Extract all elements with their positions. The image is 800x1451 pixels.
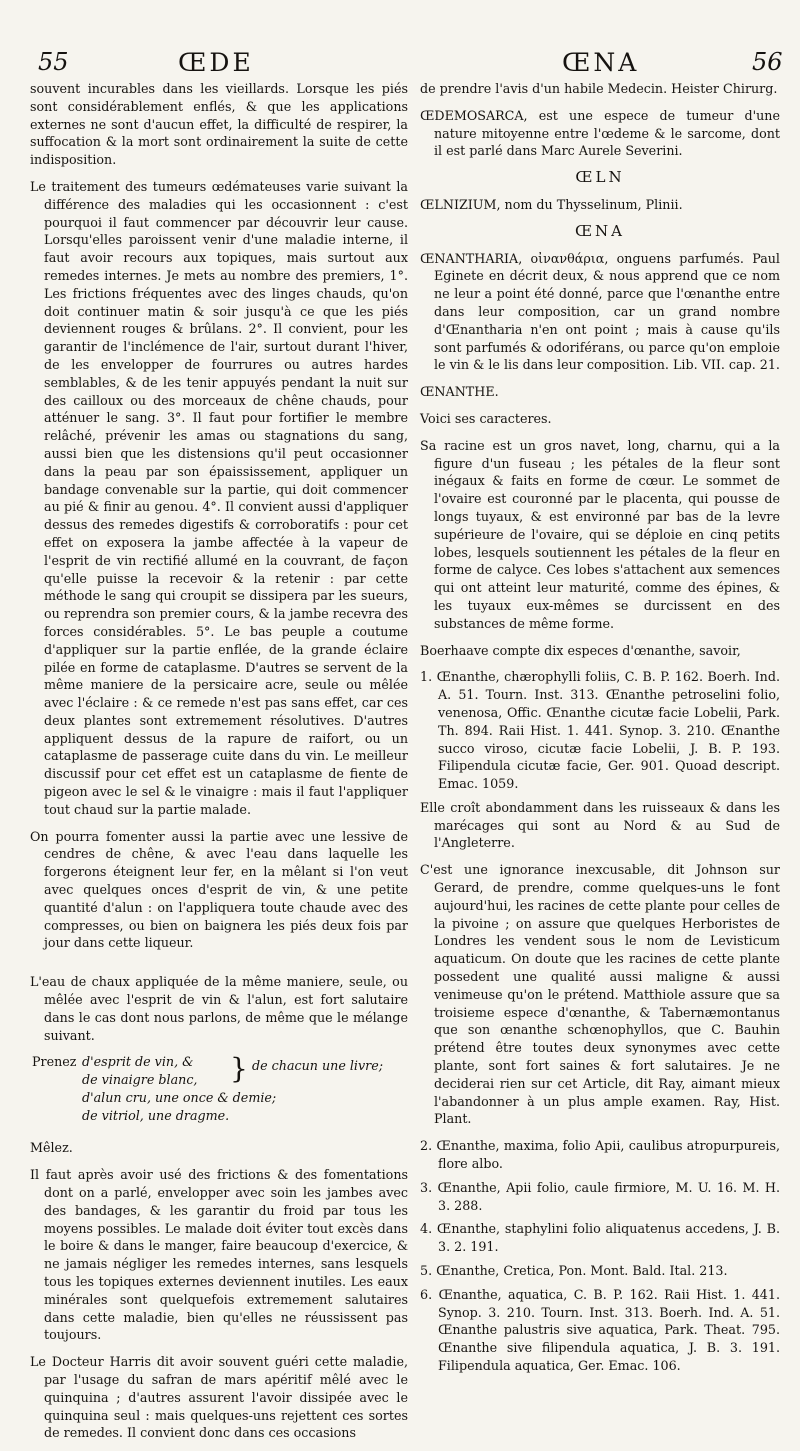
paragraph: Elle croît abondamment dans les ruisseaux & dans les marécages qui sont au Nord & au Sud de l'Angleterre. [420,799,780,851]
recipe-brace: } [230,1052,248,1086]
recipe-each: de chacun une livre; [252,1058,384,1074]
species-item: 1. Œnanthe, chærophylli foliis, C. B. P. 162. Boerh. Ind. A. 51. Tourn. Inst. 313. Œnanthe petroselini folio, venenosa, Offic. Œnanthe cicutæ facie Lobelii, Park. Th. 894. Raii Hist. 1. 441. Synop. 3. 210. Œnanthe succo viroso, cicutæ facie Lobelii, J. B. P. 193. Filipendula cicutæ facie, Ger. 901. Quoad descript. Emac. 1059. [420,669,780,792]
paragraph: Sa racine est un gros navet, long, charnu, qui a la figure d'un fuseau ; les pétales de la fleur sont inégaux & faits en forme de cœur. Le sommet de l'ovaire est couronné par le placenta, qui pousse de longs tuyaux, & est environné par bas de la levre supérieure de l'ovaire, qui se déploie en cinq petits lobes, lesquels soutiennent les pétales de la fleur en forme de calyce. Ces lobes s'attachent aux semences qui ont atteint leur maturité, comme des épines, & les tuyaux eux-mêmes se durcissent en des substances de même forme. [420,437,780,631]
paragraph: souvent incurables dans les vieillards. Lorsque les piés sont considérablement enflés, & que les applications externes ne sont d'aucun effet, la difficulté de respirer, la suffocation & la mort sont ordinairement la suite de cette indisposition. [30,81,408,168]
recipe-prenez: Prenez [32,1054,77,1070]
entry-oenanthe: ŒNANTHE. [420,384,499,400]
entry-oedemosarca: ŒDEMOSARCA, est une espece de tumeur d'une nature mitoyenne entre l'œdeme & le sarcome, dont il est parlé dans Marc Aurele Severini. [420,107,780,159]
species-item: 3. Œnanthe, Apii folio, caule firmiore, M. U. 16. M. H. 3. 288. [420,1179,780,1213]
paragraph: Le traitement des tumeurs œdémateuses varie suivant la différence des maladies qui les occasionnent : c'est pourquoi il faut commencer par découvrir leur cause. Lorsqu'elles paroissent venir d'une maladie interne, il faut avoir recours aux topiques, mais surtout aux remedes internes. Je mets au nombre des premiers, 1°. Les frictions fréquentes avec des linges chauds, qu'on doit continuer matin & soir jusqu'à ce que les piés deviennent rouges & brûlans. 2°. Il convient, pour les garantir de l'inclémence de l'air, surtout durant l'hiver, de les envelopper de fourrures ou autres hardes semblables, & de les tenir appuyés pendant la nuit sur des cailloux ou des morceaux de chêne chauds, pour atténuer le sang. 3°. Il faut pour fortifier le membre relâché, prévenir les amas ou stagnations du sang, aussi bien que les distensions qu'il peut occasionner dans la peau par son épaississement, appliquer un bandage convenable sur la partie, qui doit commencer au pié & finir au genou. 4°. Il convient aussi d'appliquer dessus des remedes digestifs & corroboratifs : pour cet effet on exposera la jambe affectée à la vapeur de l'esprit de vin rectifié allumé en la couvrant, de façon qu'elle puisse la recevoir & la retenir : par cette méthode le sang qui croupit se dissipera par les sueurs, ou reprendra son premier cours, & la jambe recevra des forces considérables. 5°. Le bas peuple a coutume d'appliquer sur la partie enflée, de la grande éclaire pilée en forme de cataplasme. D'autres se servent de la même maniere de la persicaire acre, seule ou mêlée avec l'éclaire : & ce remede n'est pas sans effet, car ces deux plantes sont extremement résolutives. D'autres appliquent dessus de la rapure de raifort, ou un cataplasme de passerage cuite dans du vin. Le meilleur discussif pour cet effet est un cataplasme de fiente de pigeon avec le sel & le vinaigre : mais il faut l'appliquer tout chaud sur la partie malade. [30,178,408,817]
paragraph: de prendre l'avis d'un habile Medecin. Heister Chirurg. [420,81,778,96]
paragraph: Mêlez. [30,1140,73,1156]
paragraph: Le Docteur Harris dit avoir souvent guéri cette maladie, par l'usage du safran de mars apéritif mêlé avec le quinquina ; d'autres assurent l'avoir dissipée avec le quinquina seul : mais quelques-uns rejettent ces sortes de remedes. Il convient donc dans ces occasions [30,1354,408,1441]
left-running-head: ŒDE [178,48,254,77]
paragraph: On pourra fomenter aussi la partie avec une lessive de cendres de chêne, & avec l'eau dans laquelle les forgerons éteignent leur fer, en la mêlant si l'on veut avec quelques onces d'esprit de vin, & une petite quantité d'alun : on l'appliquera toute chaude avec des compresses, ou bien on baignera les piés deux fois par jour dans cette liqueur. [30,828,408,951]
section-heading-oeln: ŒLN [575,168,625,187]
species-item: 4. Œnanthe, staphylini folio aliquatenus accedens, J. B. 3. 2. 191. [420,1221,780,1255]
left-column [30,80,408,1451]
right-page-number: 56 [752,48,783,76]
right-column [420,80,780,1381]
right-running-head: ŒNA [562,48,640,77]
species-item: 6. Œnanthe, aquatica, C. B. P. 162. Raii Hist. 1. 441. Synop. 3. 210. Tourn. Inst. 313. Boerh. Ind. A. 51. Œnanthe palustris sive aquatica, Park. Theat. 795. Œnanthe sive filipendula aquatica, J. B. 3. 191. Filipendula aquatica, Ger. Emac. 106. [420,1286,780,1373]
paragraph: L'eau de chaux appliquée de la même maniere, seule, ou mêlée avec l'esprit de vin & l'alun, est fort salutaire dans le cas dont nous parlons, de même que le mélange suivant. [30,974,408,1043]
paragraph: C'est une ignorance inexcusable, dit Johnson sur Gerard, de prendre, comme quelques-uns le font aujourd'hui, les racines de cette plante pour celles de la pivoine ; on assure que quelques Herboristes de Londres les vendent sous le nom de Levisticum aquaticum. On doute que les racines de cette plante possedent une qualité aussi maligne & aussi venimeuse qu'on le prétend. Matthiole assure que sa troisieme espece d'œnanthe, & Tabernæmontanus que son œnanthe schœnophyllos, que C. Bauhin prétend être toutes deux synonymes avec cette plante, sont fort saines & fort salutaires. Je ne deciderai rien sur cet Article, dit Ray, aimant mieux l'abandonner à un plus ample examen. Ray, Hist. Plant. [420,862,780,1127]
recipe-line: de vitriol, une dragme. [82,1107,230,1123]
recipe-line: d'alun cru, une once & demie; [82,1090,277,1106]
left-page-number: 55 [38,48,69,76]
recipe-block [30,1053,408,1129]
paragraph: Voici ses caracteres. [420,410,552,426]
recipe-line: d'esprit de vin, & [82,1054,194,1070]
section-heading-oena: ŒNA [574,221,625,240]
recipe-line: de vinaigre blanc, [82,1072,198,1088]
paragraph: Boerhaave compte dix especes d'œnanthe, savoir, [420,642,741,658]
species-item: 5. Œnanthe, Cretica, Pon. Mont. Bald. Ital. 213. [420,1263,728,1279]
species-item: 2. Œnanthe, maxima, folio Apii, caulibus atropurpureis, flore albo. [420,1138,780,1172]
entry-oelnizium: ŒLNIZIUM, nom du Thysselinum, Plinii. [420,196,683,212]
entry-oenantharia: ŒNANTHARIA, οἰνανθάρια, onguens parfumés. Paul Eginete en décrit deux, & nous apprend que ce nom ne leur a point été donné, parce que l'œnanthe entre dans leur composition, car un grand nombre d'Œnantharia n'en ont point ; mais à cause qu'ils sont parfumés & odoriférans, ou parce qu'on emploie le vin & le lis dans leur composition. Lib. VII. cap. 21. [420,250,780,373]
paragraph: Il faut après avoir usé des frictions & des fomentations dont on a parlé, envelopper avec soin les jambes avec des bandages, & les garantir du froid par tous les moyens possibles. Le malade doit éviter tout excès dans le boire & dans le manger, faire beaucoup d'exercice, & ne jamais négliger les remedes internes, sans lesquels tous les topiques externes deviennent inutiles. Les eaux minérales sont quelquefois extremement salutaires dans cette maladie, bien qu'elles ne réussissent pas toujours. [30,1167,408,1343]
